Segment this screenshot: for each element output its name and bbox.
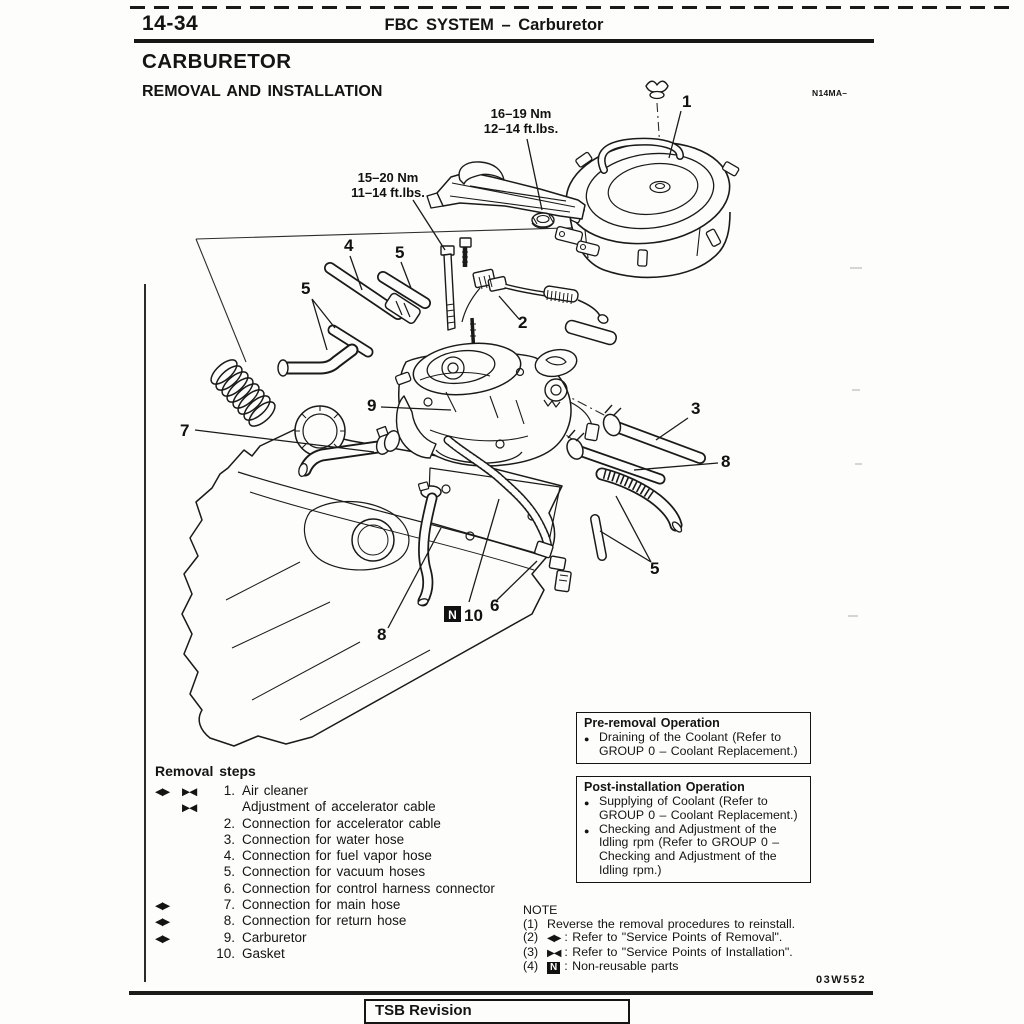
note-text: : Refer to "Service Points of Removal". bbox=[564, 930, 783, 945]
installation-arrows-icon: ▶◀ bbox=[547, 947, 561, 959]
step-label: Connection for control harness connector bbox=[242, 880, 495, 896]
step-row bbox=[155, 881, 555, 897]
non-reusable-symbol: N bbox=[448, 608, 457, 622]
note-prefix: (4) bbox=[523, 959, 539, 974]
torque-label-1-ftlbs: 12–14 ft.lbs. bbox=[483, 121, 559, 136]
note-text: Reverse the removal procedures to reinstall. bbox=[547, 917, 796, 931]
vacuum-hoses-right bbox=[595, 474, 683, 556]
post-installation-item: Supplying of Coolant (Refer to GROUP 0 – Coolant Replacement.) bbox=[599, 794, 798, 822]
note-prefix: (2) bbox=[523, 930, 539, 945]
step-label: Gasket bbox=[242, 945, 285, 961]
callout-8b: 8 bbox=[721, 452, 731, 471]
step-label: Connection for return hose bbox=[242, 913, 407, 929]
step-row bbox=[155, 848, 555, 864]
step-row bbox=[155, 816, 555, 832]
page-title: CARBURETOR bbox=[142, 50, 292, 73]
figure-code: 03W552 bbox=[816, 974, 866, 986]
step-label: Connection for main hose bbox=[242, 897, 401, 913]
step-row bbox=[155, 930, 555, 946]
removal-arrows-icon: ◀▶ bbox=[155, 786, 170, 798]
removal-arrows-icon: ◀▶ bbox=[155, 932, 170, 945]
step-row bbox=[155, 832, 555, 848]
callout-5a: 5 bbox=[395, 243, 405, 262]
page-number: 14-34 bbox=[142, 12, 199, 35]
step-row bbox=[155, 799, 555, 815]
callout-8a: 8 bbox=[377, 625, 387, 644]
removal-arrows-icon: ◀▶ bbox=[155, 916, 170, 929]
step-number: 10. bbox=[216, 945, 235, 961]
coil-spring bbox=[207, 356, 279, 431]
step-number: 6. bbox=[223, 880, 235, 896]
step-label: Connection for accelerator cable bbox=[242, 815, 441, 831]
step-row bbox=[155, 946, 555, 962]
scan-artifacts bbox=[848, 268, 862, 616]
bullet-icon: ● bbox=[584, 734, 590, 744]
step-number: 4. bbox=[223, 848, 235, 864]
post-installation-operation-box bbox=[576, 776, 811, 883]
step-number: 8. bbox=[223, 913, 235, 929]
bullet-icon: ● bbox=[584, 798, 590, 808]
note-prefix: (3) bbox=[523, 944, 539, 959]
callout-10: 10 bbox=[464, 606, 483, 625]
mounting-bolts bbox=[441, 238, 471, 330]
step-label: Connection for water hose bbox=[242, 831, 405, 847]
note-text: : Refer to "Service Points of Installation". bbox=[564, 944, 793, 959]
step-number: 7. bbox=[223, 897, 235, 913]
bullet-icon: ● bbox=[584, 825, 590, 836]
torque-label-2-nm: 15–20 Nm bbox=[357, 170, 419, 185]
note-text: : Non-reusable parts bbox=[564, 959, 679, 974]
callout-3: 3 bbox=[691, 399, 701, 418]
step-label: Air cleaner bbox=[242, 783, 309, 798]
engine-block bbox=[182, 428, 562, 746]
step-label: Adjustment of accelerator cable bbox=[242, 799, 436, 815]
post-installation-item: Checking and Adjustment of the Idling rpm (Refer to GROUP 0 – Checking and Adjustment of the Idling rpm.) bbox=[599, 821, 780, 877]
step-number: 9. bbox=[223, 929, 235, 945]
post-installation-title: Post-installation Operation bbox=[584, 780, 745, 794]
note-heading: NOTE bbox=[523, 903, 558, 917]
step-number: 1. bbox=[223, 783, 235, 798]
step-number: 2. bbox=[223, 815, 235, 831]
subsection-title: REMOVAL AND INSTALLATION bbox=[142, 83, 383, 100]
removal-arrows-icon: ◀▶ bbox=[547, 933, 561, 945]
callout-6: 6 bbox=[490, 596, 500, 615]
installation-arrows-icon: ▶◀ bbox=[182, 802, 197, 815]
removal-arrows-icon: ◀▶ bbox=[155, 900, 170, 913]
step-label: Connection for vacuum hoses bbox=[242, 864, 426, 880]
pre-removal-title: Pre-removal Operation bbox=[584, 716, 720, 730]
removal-steps bbox=[155, 763, 555, 962]
note-line bbox=[523, 946, 943, 960]
pre-removal-item: Draining of the Coolant (Refer to GROUP 0 – Coolant Replacement.) bbox=[599, 730, 798, 758]
callout-2: 2 bbox=[518, 313, 528, 332]
step-label: Carburetor bbox=[242, 929, 307, 945]
step-number: 5. bbox=[223, 864, 235, 880]
step-row bbox=[155, 913, 555, 929]
step-row bbox=[155, 864, 555, 880]
note-line bbox=[523, 931, 943, 945]
non-reusable-icon: N bbox=[547, 962, 560, 974]
tsb-revision-box bbox=[364, 999, 630, 1024]
note-block bbox=[523, 903, 943, 974]
removal-steps-heading: Removal steps bbox=[155, 763, 256, 779]
bottom-rule bbox=[129, 991, 873, 995]
accelerator-cable bbox=[462, 269, 618, 346]
water-hose-3 bbox=[600, 405, 700, 458]
installation-arrows-icon: ▶◀ bbox=[182, 786, 197, 798]
step-number: 3. bbox=[223, 831, 235, 847]
tsb-revision-label: TSB Revision bbox=[375, 1002, 472, 1019]
step-row bbox=[155, 897, 555, 913]
callout-4: 4 bbox=[344, 236, 354, 255]
step-row bbox=[155, 783, 555, 799]
step-label: Connection for fuel vapor hose bbox=[242, 848, 432, 864]
note-line bbox=[523, 918, 943, 931]
callout-7: 7 bbox=[180, 421, 190, 440]
torque-label-2-ftlbs: 11–14 ft.lbs. bbox=[351, 185, 425, 200]
note-line bbox=[523, 960, 943, 974]
callout-9: 9 bbox=[367, 396, 377, 415]
torque-label-1-nm: 16–19 Nm bbox=[490, 106, 552, 121]
callout-5c: 5 bbox=[650, 559, 660, 578]
header-title: FBC SYSTEM – Carburetor bbox=[384, 16, 604, 34]
callout-1: 1 bbox=[682, 92, 692, 111]
callout-5b: 5 bbox=[301, 279, 311, 298]
note-prefix: (1) bbox=[523, 917, 539, 931]
doc-code: N14MA– bbox=[812, 88, 848, 98]
pre-removal-operation-box bbox=[576, 712, 811, 764]
